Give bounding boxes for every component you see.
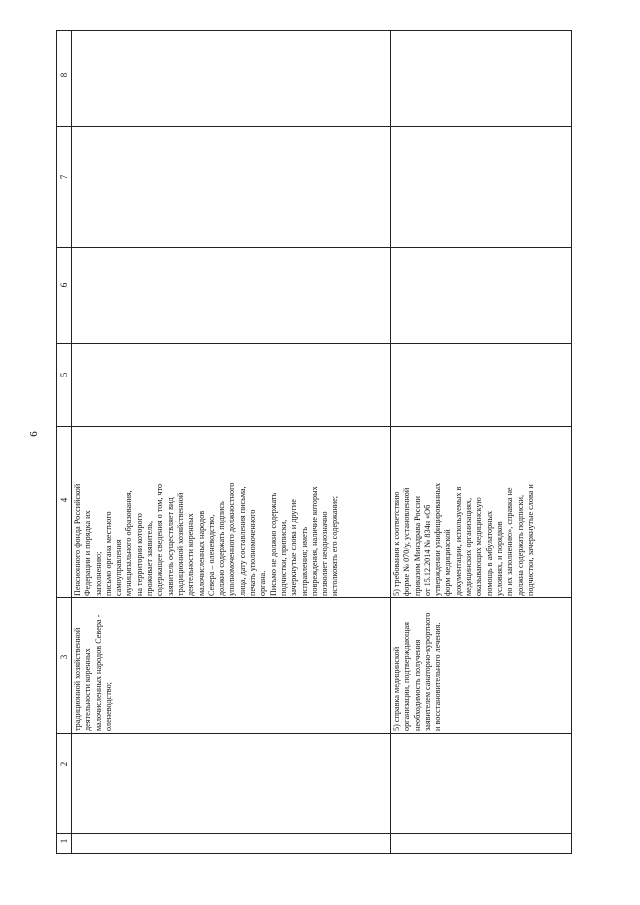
row2-col4-text: 5) требования к соответствию форме № 070/у, установленной приказом Минздрава России от 15.12.2014 № 834н «Об утверждении унифицированных форм медицинской документации, используемых в медицинских организациях, оказывающих медицинскую помощь в амбулаторных условиях, и порядков по их заполнению», справка не должна содержать подписки, подчистки, зачеркнутые слова и <box>392 482 535 596</box>
row1-col3-cell <box>73 599 133 731</box>
row2-col3-text: 5) справка медицинской организации, подтверждающая необходимость получения заявителем санаторно-курортного и восстановительного лечения. <box>392 612 443 731</box>
row1-col3-text: традиционной хозяйственной деятельности коренных малочисленных народов Севера - оленеводство; <box>73 614 113 731</box>
column-divider <box>57 247 571 248</box>
column-divider <box>57 426 571 427</box>
column-header-6: 6 <box>59 282 69 288</box>
column-divider <box>57 343 571 344</box>
column-divider <box>57 833 571 834</box>
column-divider <box>57 597 571 598</box>
row1-col4-text: Пенсионного фонда Российской Федерации и порядка их заполнению; письмо органа местного самоуправления муниципального образования, на территории которого проживает заявитель, содержащее сведения о том, что заявитель осуществляет вид традиционной хозяйственной деятельности коренных малочисленных народов Севера – оленеводство, должно содержать подпись уполномоченного должностного лица, дату составления письма, печать уполномоченного органа. Письмо не должно содержать подчистки, приписки, зачеркнутые слова и другие исправления; иметь повреждения, наличие которых позволяет неоднозначно истолковать его содержание; <box>73 482 340 596</box>
column-header-7: 7 <box>59 174 69 180</box>
row2-col3-cell <box>392 599 452 731</box>
column-header-3: 3 <box>59 654 69 660</box>
column-header-5: 5 <box>59 372 69 378</box>
column-header-2: 2 <box>59 761 69 767</box>
document-table <box>56 30 572 854</box>
column-header-4: 4 <box>59 497 69 503</box>
row2-col4-cell <box>392 428 570 596</box>
column-divider <box>57 733 571 734</box>
column-header-1: 1 <box>59 838 69 844</box>
header-divider <box>71 31 72 853</box>
page-number: 6 <box>28 431 40 437</box>
column-header-8: 8 <box>59 72 69 78</box>
row1-col4-cell <box>73 428 389 596</box>
column-divider <box>57 126 571 127</box>
row-divider <box>390 31 391 853</box>
